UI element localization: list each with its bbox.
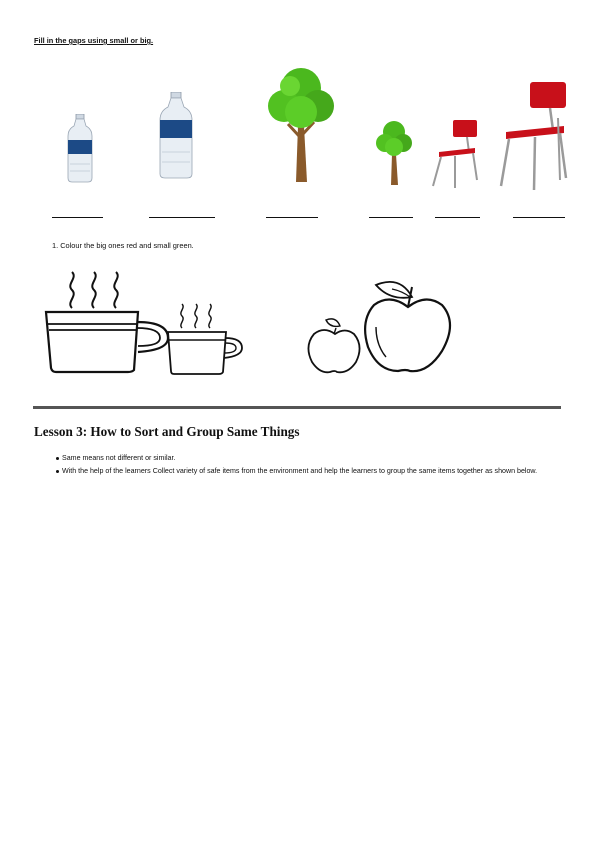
lesson-bullet-item: [56, 467, 551, 476]
big-bottle-icon: [156, 92, 196, 180]
fill-gaps-instruction: Fill in the gaps using small or big.: [34, 36, 154, 45]
small-tree-icon: [375, 118, 413, 186]
answer-blank-5[interactable]: [435, 217, 480, 218]
answer-blank-6[interactable]: [513, 217, 565, 218]
lesson-heading: Lesson 3: How to Sort and Group Same Things: [34, 424, 300, 439]
big-chair-icon: [498, 80, 572, 192]
bullet-icon: [56, 470, 59, 473]
question-1: 1. Colour the big ones red and small green.: [52, 241, 194, 250]
section-divider: [33, 406, 561, 409]
big-apple-icon[interactable]: [362, 277, 458, 375]
small-bottle-icon: [64, 114, 96, 184]
small-chair-icon: [429, 118, 481, 190]
lesson-bullet-text: Same means not different or similar.: [62, 454, 176, 462]
big-tree-icon: [266, 64, 336, 184]
lesson-bullet-list: [56, 454, 551, 479]
lesson-bullet-item: [56, 454, 551, 463]
small-cup-icon[interactable]: [166, 302, 244, 376]
answer-blank-2[interactable]: [149, 217, 215, 218]
answer-blank-3[interactable]: [266, 217, 318, 218]
bullet-icon: [56, 457, 59, 460]
big-cup-icon[interactable]: [42, 268, 174, 376]
lesson-bullet-text: With the help of the learners Collect variety of safe items from the environment and help the learners to group the same items together as shown below.: [62, 466, 538, 475]
small-apple-icon[interactable]: [306, 316, 366, 376]
answer-blank-4[interactable]: [369, 217, 413, 218]
answer-blank-1[interactable]: [52, 217, 103, 218]
